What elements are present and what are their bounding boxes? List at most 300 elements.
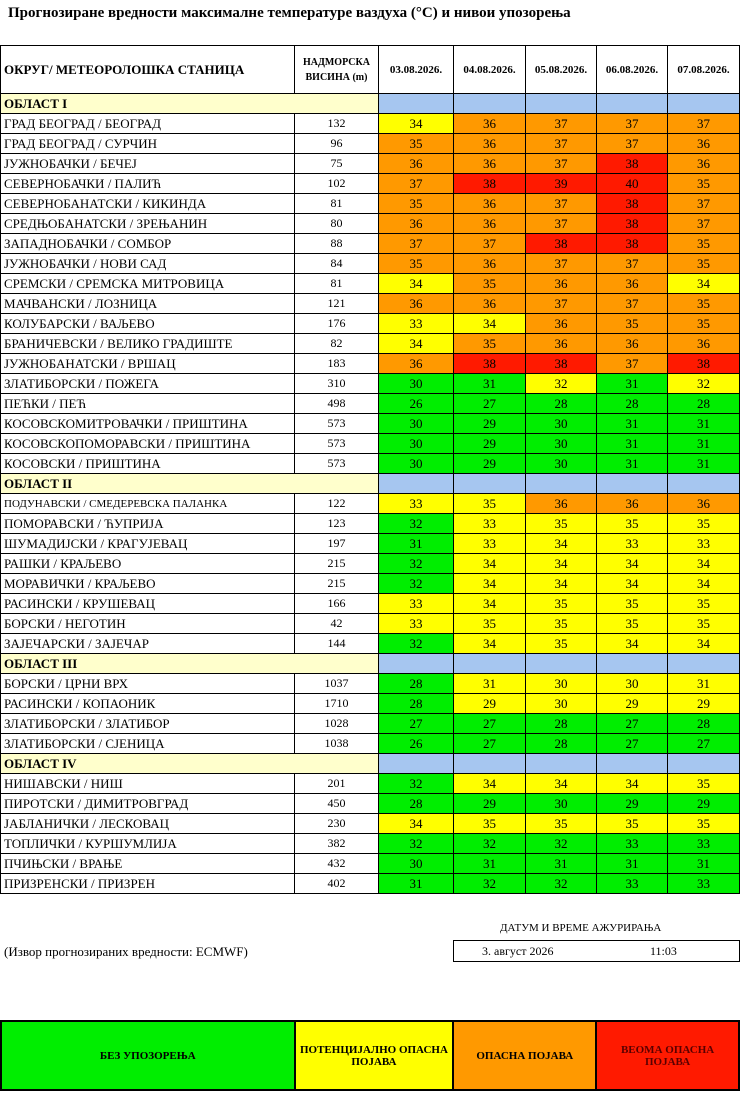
table-row	[1, 574, 740, 594]
temperature-cell: 35	[379, 134, 454, 154]
station-altitude: 96	[295, 134, 379, 154]
temperature-cell: 35	[454, 494, 526, 514]
temperature-cell: 36	[597, 334, 668, 354]
temperature-cell: 35	[379, 254, 454, 274]
temperature-cell: 33	[379, 314, 454, 334]
temperature-cell: 35	[668, 614, 740, 634]
region-band-cell	[668, 654, 740, 674]
temperature-cell: 35	[597, 614, 668, 634]
temperature-cell: 31	[379, 874, 454, 894]
station-name: ЗАЈЕЧАРСКИ / ЗАЈЕЧАР	[1, 634, 295, 654]
region-band-cell	[526, 94, 597, 114]
table-row	[1, 794, 740, 814]
temperature-cell: 26	[379, 734, 454, 754]
temperature-cell: 37	[454, 234, 526, 254]
region-band-cell	[454, 94, 526, 114]
station-name: СРЕДЊОБАНАТСКИ / ЗРЕЊАНИН	[1, 214, 295, 234]
temperature-cell: 34	[526, 574, 597, 594]
temperature-cell: 28	[668, 714, 740, 734]
date-column-header: 06.08.2026.	[597, 46, 668, 94]
update-time: 11:03	[650, 944, 677, 958]
temperature-cell: 36	[668, 134, 740, 154]
temperature-cell: 28	[526, 394, 597, 414]
temperature-cell: 27	[597, 734, 668, 754]
temperature-cell: 32	[379, 554, 454, 574]
temperature-cell: 35	[454, 334, 526, 354]
station-name: ПЧИЊСКИ / ВРАЊЕ	[1, 854, 295, 874]
station-altitude: 166	[295, 594, 379, 614]
station-altitude: 84	[295, 254, 379, 274]
station-name: ЗАПАДНОБАЧКИ / СОМБОР	[1, 234, 295, 254]
station-name: РАСИНСКИ / КОПАОНИК	[1, 694, 295, 714]
temperature-cell: 34	[379, 814, 454, 834]
temperature-cell: 35	[597, 594, 668, 614]
temperature-cell: 37	[597, 294, 668, 314]
region-name: ОБЛАСТ III	[1, 654, 379, 674]
station-altitude: 80	[295, 214, 379, 234]
header-row	[1, 46, 740, 94]
station-name: ГРАД БЕОГРАД / СУРЧИН	[1, 134, 295, 154]
temperature-cell: 35	[454, 614, 526, 634]
temperature-cell: 36	[454, 114, 526, 134]
temperature-cell: 33	[379, 494, 454, 514]
temperature-cell: 33	[597, 834, 668, 854]
region-row	[1, 754, 740, 774]
table-row	[1, 194, 740, 214]
temperature-cell: 32	[454, 834, 526, 854]
table-row	[1, 514, 740, 534]
temperature-cell: 32	[526, 874, 597, 894]
station-name: ПОДУНАВСКИ / СМЕДЕРЕВСКА ПАЛАНКА	[1, 494, 295, 514]
region-band-cell	[597, 654, 668, 674]
temperature-cell: 27	[379, 714, 454, 734]
temperature-cell: 38	[597, 154, 668, 174]
station-altitude: 197	[295, 534, 379, 554]
temperature-cell: 31	[597, 434, 668, 454]
table-row	[1, 494, 740, 514]
station-name: ПРИЗРЕНСКИ / ПРИЗРЕН	[1, 874, 295, 894]
station-name: СЕВЕРНОБАЧКИ / ПАЛИЋ	[1, 174, 295, 194]
temperature-cell: 35	[454, 274, 526, 294]
region-band-cell	[597, 94, 668, 114]
temperature-cell: 36	[454, 134, 526, 154]
temperature-cell: 35	[597, 814, 668, 834]
station-altitude: 402	[295, 874, 379, 894]
temperature-cell: 31	[597, 454, 668, 474]
region-band-cell	[526, 754, 597, 774]
temperature-cell: 30	[379, 414, 454, 434]
station-altitude: 573	[295, 454, 379, 474]
temperature-cell: 37	[526, 134, 597, 154]
temperature-cell: 37	[597, 354, 668, 374]
station-altitude: 215	[295, 554, 379, 574]
temperature-cell: 34	[454, 574, 526, 594]
temperature-cell: 32	[379, 514, 454, 534]
temperature-cell: 36	[526, 274, 597, 294]
date-column-header: 03.08.2026.	[379, 46, 454, 94]
table-row	[1, 354, 740, 374]
table-row	[1, 234, 740, 254]
table-row	[1, 314, 740, 334]
temperature-cell: 28	[379, 674, 454, 694]
station-name: МАЧВАНСКИ / ЛОЗНИЦА	[1, 294, 295, 314]
temperature-cell: 37	[526, 214, 597, 234]
station-name: КОСОВСКОМИТРОВАЧКИ / ПРИШТИНА	[1, 414, 295, 434]
table-row	[1, 414, 740, 434]
table-row	[1, 634, 740, 654]
station-altitude: 215	[295, 574, 379, 594]
temperature-cell: 37	[668, 194, 740, 214]
table-row	[1, 254, 740, 274]
station-altitude: 81	[295, 194, 379, 214]
temperature-cell: 34	[454, 594, 526, 614]
temperature-cell: 36	[379, 154, 454, 174]
station-name: МОРАВИЧКИ / КРАЉЕВО	[1, 574, 295, 594]
temperature-cell: 29	[454, 794, 526, 814]
temperature-cell: 34	[379, 114, 454, 134]
station-name: БРАНИЧЕВСКИ / ВЕЛИКО ГРАДИШТЕ	[1, 334, 295, 354]
station-altitude: 382	[295, 834, 379, 854]
temperature-cell: 34	[526, 774, 597, 794]
station-name: КОСОВСКИ / ПРИШТИНА	[1, 454, 295, 474]
temperature-cell: 28	[668, 394, 740, 414]
station-altitude: 102	[295, 174, 379, 194]
table-row	[1, 814, 740, 834]
station-altitude: 573	[295, 414, 379, 434]
table-row	[1, 714, 740, 734]
station-name: КОСОВСКОПОМОРАВСКИ / ПРИШТИНА	[1, 434, 295, 454]
temperature-cell: 34	[668, 574, 740, 594]
temperature-cell: 37	[379, 234, 454, 254]
temperature-cell: 40	[597, 174, 668, 194]
table-row	[1, 114, 740, 134]
station-altitude: 176	[295, 314, 379, 334]
table-row	[1, 614, 740, 634]
temperature-cell: 35	[668, 514, 740, 534]
temperature-cell: 31	[668, 854, 740, 874]
station-name: ПОМОРАВСКИ / ЋУПРИЈА	[1, 514, 295, 534]
temperature-cell: 32	[526, 374, 597, 394]
station-name: КОЛУБАРСКИ / ВАЉЕВО	[1, 314, 295, 334]
temperature-cell: 36	[668, 154, 740, 174]
source-note: (Извор прогнозираних вредности: ECMWF)	[4, 944, 248, 959]
temperature-cell: 27	[668, 734, 740, 754]
station-name: СЕВЕРНОБАНАТСКИ / КИКИНДА	[1, 194, 295, 214]
table-row	[1, 374, 740, 394]
region-band-cell	[454, 754, 526, 774]
region-row	[1, 94, 740, 114]
forecast-table	[0, 45, 740, 894]
temperature-cell: 35	[668, 314, 740, 334]
region-band-cell	[668, 94, 740, 114]
temperature-cell: 35	[379, 194, 454, 214]
temperature-cell: 33	[668, 874, 740, 894]
temperature-cell: 29	[597, 694, 668, 714]
temperature-cell: 34	[668, 274, 740, 294]
temperature-cell: 38	[597, 234, 668, 254]
temperature-cell: 30	[597, 674, 668, 694]
temperature-cell: 36	[597, 494, 668, 514]
temperature-cell: 35	[668, 254, 740, 274]
temperature-cell: 31	[454, 674, 526, 694]
station-name: ГРАД БЕОГРАД / БЕОГРАД	[1, 114, 295, 134]
station-name: БОРСКИ / ЦРНИ ВРХ	[1, 674, 295, 694]
temperature-cell: 37	[526, 194, 597, 214]
temperature-cell: 36	[668, 334, 740, 354]
station-name: ЈАБЛАНИЧКИ / ЛЕСКОВАЦ	[1, 814, 295, 834]
temperature-cell: 34	[526, 554, 597, 574]
temperature-cell: 31	[668, 414, 740, 434]
temperature-cell: 38	[454, 354, 526, 374]
temperature-cell: 36	[379, 214, 454, 234]
legend-potentially-dangerous: ПОТЕНЦИЈАЛНО ОПАСНА ПОЈАВА	[295, 1021, 454, 1090]
temperature-cell: 34	[526, 534, 597, 554]
temperature-cell: 35	[668, 594, 740, 614]
temperature-cell: 29	[597, 794, 668, 814]
temperature-cell: 35	[668, 234, 740, 254]
update-date: 3. август 2026	[482, 944, 554, 958]
station-name: БОРСКИ / НЕГОТИН	[1, 614, 295, 634]
temperature-cell: 29	[454, 414, 526, 434]
temperature-cell: 37	[668, 114, 740, 134]
station-name: ЗЛАТИБОРСКИ / ЗЛАТИБОР	[1, 714, 295, 734]
temperature-cell: 28	[597, 394, 668, 414]
table-row	[1, 594, 740, 614]
temperature-cell: 33	[597, 534, 668, 554]
temperature-cell: 37	[526, 114, 597, 134]
station-altitude: 88	[295, 234, 379, 254]
temperature-cell: 31	[668, 434, 740, 454]
region-band-cell	[454, 654, 526, 674]
temperature-cell: 31	[454, 374, 526, 394]
station-altitude: 123	[295, 514, 379, 534]
table-row	[1, 454, 740, 474]
station-altitude: 230	[295, 814, 379, 834]
station-altitude: 1710	[295, 694, 379, 714]
temperature-cell: 36	[454, 214, 526, 234]
temperature-cell: 37	[526, 294, 597, 314]
temperature-cell: 36	[454, 154, 526, 174]
temperature-cell: 35	[526, 634, 597, 654]
temperature-cell: 34	[454, 314, 526, 334]
table-row	[1, 854, 740, 874]
station-name: ЈУЖНОБАНАТСКИ / ВРШАЦ	[1, 354, 295, 374]
station-altitude: 310	[295, 374, 379, 394]
station-altitude: 82	[295, 334, 379, 354]
region-band-cell	[597, 754, 668, 774]
temperature-cell: 31	[597, 374, 668, 394]
temperature-cell: 30	[526, 794, 597, 814]
table-row	[1, 874, 740, 894]
temperature-cell: 38	[597, 214, 668, 234]
temperature-cell: 34	[597, 774, 668, 794]
region-row	[1, 474, 740, 494]
temperature-cell: 29	[454, 434, 526, 454]
temperature-cell: 34	[597, 554, 668, 574]
temperature-cell: 35	[668, 174, 740, 194]
temperature-cell: 27	[597, 714, 668, 734]
temperature-cell: 29	[668, 694, 740, 714]
temperature-cell: 35	[526, 614, 597, 634]
temperature-cell: 29	[668, 794, 740, 814]
station-altitude: 42	[295, 614, 379, 634]
temperature-cell: 31	[526, 854, 597, 874]
temperature-cell: 32	[379, 834, 454, 854]
temperature-cell: 27	[454, 734, 526, 754]
station-altitude: 573	[295, 434, 379, 454]
temperature-cell: 36	[379, 354, 454, 374]
temperature-cell: 34	[454, 634, 526, 654]
station-altitude: 432	[295, 854, 379, 874]
station-column-header: ОКРУГ/ МЕТЕОРОЛОШКА СТАНИЦА	[1, 46, 295, 94]
temperature-cell: 39	[526, 174, 597, 194]
temperature-cell: 38	[526, 354, 597, 374]
station-altitude: 75	[295, 154, 379, 174]
region-band-cell	[526, 654, 597, 674]
temperature-cell: 33	[668, 834, 740, 854]
temperature-cell: 31	[379, 534, 454, 554]
temperature-cell: 36	[454, 294, 526, 314]
temperature-cell: 30	[379, 454, 454, 474]
temperature-cell: 37	[597, 114, 668, 134]
temperature-cell: 35	[526, 514, 597, 534]
table-row	[1, 774, 740, 794]
temperature-cell: 33	[379, 594, 454, 614]
region-name: ОБЛАСТ I	[1, 94, 379, 114]
temperature-cell: 34	[597, 634, 668, 654]
legend-very-dangerous: ВЕОМА ОПАСНА ПОЈАВА	[596, 1021, 739, 1090]
temperature-cell: 35	[526, 594, 597, 614]
temperature-cell: 37	[597, 134, 668, 154]
date-column-header: 05.08.2026.	[526, 46, 597, 94]
temperature-cell: 29	[454, 454, 526, 474]
station-name: ЈУЖНОБАЧКИ / БЕЧЕЈ	[1, 154, 295, 174]
region-band-cell	[379, 94, 454, 114]
altitude-column-header: НАДМОРСКА ВИСИНА (m)	[295, 46, 379, 94]
temperature-cell: 28	[379, 794, 454, 814]
table-row	[1, 294, 740, 314]
temperature-cell: 31	[454, 854, 526, 874]
temperature-cell: 36	[454, 254, 526, 274]
region-band-cell	[379, 654, 454, 674]
temperature-cell: 34	[379, 274, 454, 294]
temperature-cell: 38	[668, 354, 740, 374]
date-column-header: 04.08.2026.	[454, 46, 526, 94]
legend-no-warning: БЕЗ УПОЗОРЕЊА	[1, 1021, 295, 1090]
temperature-cell: 36	[668, 494, 740, 514]
temperature-cell: 26	[379, 394, 454, 414]
station-name: ТОПЛИЧКИ / КУРШУМЛИЈА	[1, 834, 295, 854]
temperature-cell: 37	[526, 254, 597, 274]
region-name: ОБЛАСТ IV	[1, 754, 379, 774]
temperature-cell: 34	[668, 554, 740, 574]
station-name: ЈУЖНОБАЧКИ / НОВИ САД	[1, 254, 295, 274]
region-band-cell	[597, 474, 668, 494]
station-name: НИШАВСКИ / НИШ	[1, 774, 295, 794]
region-band-cell	[668, 474, 740, 494]
region-band-cell	[454, 474, 526, 494]
temperature-cell: 34	[379, 334, 454, 354]
table-row	[1, 334, 740, 354]
temperature-cell: 35	[526, 814, 597, 834]
region-name: ОБЛАСТ II	[1, 474, 379, 494]
station-altitude: 81	[295, 274, 379, 294]
temperature-cell: 35	[597, 314, 668, 334]
temperature-cell: 33	[454, 534, 526, 554]
table-row	[1, 834, 740, 854]
temperature-cell: 30	[379, 434, 454, 454]
station-name: РАСИНСКИ / КРУШЕВАЦ	[1, 594, 295, 614]
temperature-cell: 31	[597, 414, 668, 434]
update-label: ДАТУМ И ВРЕМЕ АЖУРИРАЊА	[500, 922, 662, 934]
table-row	[1, 274, 740, 294]
station-altitude: 498	[295, 394, 379, 414]
temperature-cell: 29	[454, 694, 526, 714]
temperature-cell: 32	[379, 574, 454, 594]
legend-dangerous: ОПАСНА ПОЈАВА	[453, 1021, 596, 1090]
temperature-cell: 34	[597, 574, 668, 594]
temperature-cell: 33	[597, 874, 668, 894]
temperature-cell: 36	[379, 294, 454, 314]
table-row	[1, 434, 740, 454]
table-row	[1, 694, 740, 714]
temperature-cell: 30	[526, 674, 597, 694]
table-row	[1, 674, 740, 694]
temperature-cell: 37	[668, 214, 740, 234]
page-title: Прогнозиране вредности максималне температуре ваздуха (°C) и нивои упозорења	[8, 5, 571, 21]
table-row	[1, 734, 740, 754]
region-row	[1, 654, 740, 674]
temperature-cell: 30	[379, 374, 454, 394]
temperature-cell: 28	[526, 714, 597, 734]
station-name: РАШКИ / КРАЉЕВО	[1, 554, 295, 574]
station-name: ЗЛАТИБОРСКИ / ПОЖЕГА	[1, 374, 295, 394]
station-altitude: 450	[295, 794, 379, 814]
temperature-cell: 33	[454, 514, 526, 534]
temperature-cell: 28	[526, 734, 597, 754]
warning-legend	[0, 1020, 740, 1091]
temperature-cell: 35	[668, 774, 740, 794]
region-band-cell	[379, 474, 454, 494]
date-column-header: 07.08.2026.	[668, 46, 740, 94]
station-altitude: 1038	[295, 734, 379, 754]
station-altitude: 1037	[295, 674, 379, 694]
temperature-cell: 37	[379, 174, 454, 194]
temperature-cell: 36	[526, 334, 597, 354]
temperature-cell: 32	[454, 874, 526, 894]
station-name: СРЕМСКИ / СРЕМСКА МИТРОВИЦА	[1, 274, 295, 294]
temperature-cell: 36	[526, 314, 597, 334]
table-row	[1, 134, 740, 154]
table-row	[1, 554, 740, 574]
temperature-cell: 34	[454, 774, 526, 794]
temperature-cell: 28	[379, 694, 454, 714]
station-altitude: 144	[295, 634, 379, 654]
temperature-cell: 37	[597, 254, 668, 274]
temperature-cell: 30	[526, 414, 597, 434]
temperature-cell: 31	[668, 454, 740, 474]
temperature-cell: 33	[379, 614, 454, 634]
temperature-cell: 27	[454, 394, 526, 414]
temperature-cell: 35	[454, 814, 526, 834]
region-band-cell	[668, 754, 740, 774]
table-row	[1, 394, 740, 414]
station-name: ПИРОТСКИ / ДИМИТРОВГРАД	[1, 794, 295, 814]
station-name: ШУМАДИЈСКИ / КРАГУЈЕВАЦ	[1, 534, 295, 554]
temperature-cell: 38	[526, 234, 597, 254]
table-row	[1, 174, 740, 194]
temperature-cell: 31	[597, 854, 668, 874]
